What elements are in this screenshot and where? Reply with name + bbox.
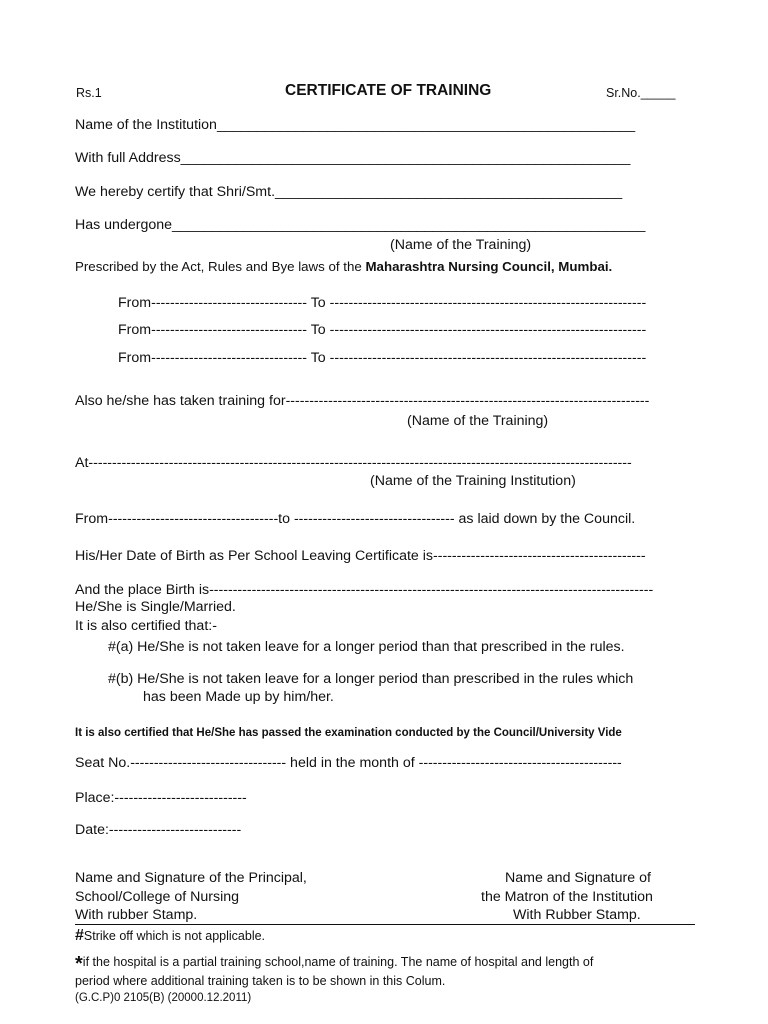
- form-code: (G.C.P)0 2105(B) (20000.12.2011): [75, 992, 252, 1004]
- star-footnote-line-2: period where additional training taken is to be shown in this Colum.: [75, 974, 446, 988]
- prescribed-prefix: Prescribed by the Act, Rules and Bye laws of the: [75, 259, 366, 274]
- hash-footnote: [75, 927, 265, 945]
- institution-name-field: Name of the Institution_____________________________________________________: [75, 117, 636, 133]
- matron-signature-line-1: Name and Signature of: [505, 870, 651, 886]
- training-name-note: (Name of the Training): [390, 237, 532, 253]
- serial-number-field: Sr.No._____: [606, 86, 676, 100]
- period-row-3: From--------------------------------- To -------------------------------------------------------------------: [118, 350, 647, 366]
- principal-signature-line-1: Name and Signature of the Principal,: [75, 870, 307, 886]
- certified-heading: It is also certified that:-: [75, 618, 217, 634]
- training-institution-note: (Name of the Training Institution): [370, 473, 576, 489]
- clause-b-line-1: #(b) He/She is not taken leave for a longer period than prescribed in the rules which: [108, 671, 634, 687]
- council-period-field: From------------------------------------to ---------------------------------- as laid down by the Council.: [75, 511, 636, 527]
- training-at-field: At-------------------------------------------------------------------------------------------------------------------: [75, 455, 632, 471]
- additional-training-note: (Name of the Training): [407, 413, 549, 429]
- date-of-birth-field: His/Her Date of Birth as Per School Leaving Certificate is---------------------------------------------: [75, 548, 646, 564]
- clause-b-line-2: has been Made up by him/her.: [143, 689, 334, 705]
- stamp-value-label: Rs.1: [76, 86, 102, 100]
- exam-statement: It is also certified that He/She has passed the examination conducted by the Council/University Vide: [75, 727, 622, 739]
- matron-signature-line-3: With Rubber Stamp.: [513, 907, 641, 923]
- star-footnote-line-1: [75, 954, 593, 973]
- additional-training-field: Also he/she has taken training for-----------------------------------------------------------------------------: [75, 393, 650, 409]
- place-field: Place:----------------------------: [75, 790, 247, 806]
- undergone-training-field: Has undergone____________________________________________________________: [75, 217, 646, 233]
- prescribed-statement: [75, 258, 612, 275]
- star-mark: *: [75, 953, 83, 975]
- hash-mark: #: [75, 927, 84, 944]
- star-footnote-text: if the hospital is a partial training school,name of training. The name of hospital and length of: [82, 955, 594, 969]
- period-row-1: From--------------------------------- To -------------------------------------------------------------------: [118, 295, 647, 311]
- clause-a: #(a) He/She is not taken leave for a longer period than that prescribed in the rules.: [108, 639, 625, 655]
- seat-number-field: Seat No.--------------------------------- held in the month of -------------------------------------------: [75, 755, 622, 771]
- principal-signature-line-2: School/College of Nursing: [75, 889, 240, 905]
- period-row-2: From--------------------------------- To -------------------------------------------------------------------: [118, 322, 647, 338]
- place-of-birth-field: And the place Birth is----------------------------------------------------------------------------------------------: [75, 582, 654, 598]
- certify-name-field: We hereby certify that Shri/Smt.____________________________________________: [75, 184, 623, 200]
- matron-signature-line-2: the Matron of the Institution: [481, 889, 653, 905]
- document-title: CERTIFICATE OF TRAINING: [285, 82, 492, 99]
- hash-footnote-text: Strike off which is not applicable.: [83, 929, 266, 943]
- marital-status-line: He/She is Single/Married.: [75, 599, 236, 615]
- date-field: Date:----------------------------: [75, 822, 242, 838]
- full-address-field: With full Address_________________________________________________________: [75, 150, 631, 166]
- council-name: Maharashtra Nursing Council, Mumbai.: [365, 259, 613, 274]
- signature-divider: [75, 924, 695, 925]
- principal-signature-line-3: With rubber Stamp.: [75, 907, 198, 923]
